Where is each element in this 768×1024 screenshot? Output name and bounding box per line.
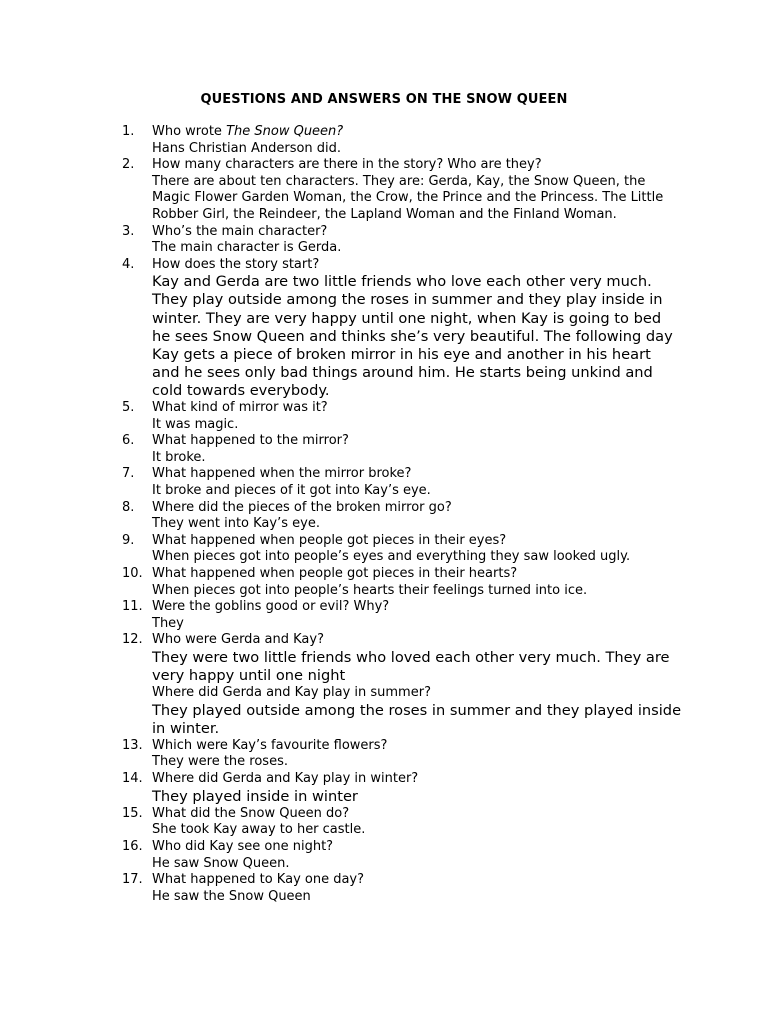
item-number: 13. (122, 737, 143, 753)
question-text: What happened to Kay one day? (152, 872, 365, 888)
item-number: 1. (122, 124, 135, 139)
question-text: What kind of mirror was it? (152, 400, 328, 415)
qa-item-10 (122, 566, 682, 599)
qa-item-13 (122, 738, 682, 771)
question-text: What happened when the mirror broke? (152, 466, 412, 482)
qa-item-1 (122, 124, 682, 157)
item-number: 14. (122, 771, 143, 787)
answer-text: He saw the Snow Queen (152, 888, 311, 904)
answer-text: They were the roses. (152, 754, 288, 770)
item-number: 9. (122, 532, 135, 548)
question-text: Were the goblins good or evil? Why? (152, 599, 390, 615)
question-prefix: Who wrote (152, 124, 227, 139)
question-text: What happened when people got pieces in their eyes? (152, 532, 507, 548)
qa-list (122, 124, 682, 905)
answer-text: Hans Christian Anderson did. (152, 140, 342, 156)
item-number: 5. (122, 400, 135, 415)
question-text: Which were Kay’s favourite flowers? (152, 737, 388, 753)
qa-item-5 (122, 400, 682, 433)
qa-item-14 (122, 771, 682, 806)
answer-text: She took Kay away to her castle. (152, 822, 366, 838)
item-number: 15. (122, 805, 143, 821)
answer-text: Kay and Gerda are two little friends who love each other very much. They play outside among the roses in summer and they play inside in winter. They are very happy until one night, when Kay is going to bed he sees Snow Queen and thinks she’s very beautiful. The following day Kay gets a piece of broken mirror in his eye and another in his heart and he sees only bad things around him. He starts being unkind and cold towards everybody. (152, 273, 673, 399)
question-text: How many characters are there in the story? Who are they? (152, 157, 542, 173)
answer-text: They played outside among the roses in summer and they played inside in winter. (152, 701, 682, 737)
qa-item-9 (122, 533, 682, 566)
item-number: 10. (122, 565, 143, 581)
item-number: 4. (122, 256, 135, 272)
item-number: 2. (122, 157, 135, 173)
question-text: Who were Gerda and Kay? (152, 632, 324, 648)
qa-item-11 (122, 599, 682, 632)
answer-text: It broke and pieces of it got into Kay’s eye. (152, 482, 431, 498)
answer-text: They were two little friends who loved each other very much. They are very happy until one night (152, 648, 670, 684)
document-title: QUESTIONS AND ANSWERS ON THE SNOW QUEEN (200, 92, 568, 107)
item-number: 7. (122, 466, 135, 482)
qa-item-7 (122, 466, 682, 499)
question-text: Who did Kay see one night? (152, 838, 334, 854)
answer-text: When pieces got into people’s hearts their feelings turned into ice. (152, 582, 588, 598)
answer-text: There are about ten characters. They are: Gerda, Kay, the Snow Queen, the Magic Flower Garden Woman, the Crow, the Prince and the Princess. The Little Robber Girl, the Reindeer, the Lapland Woman and the Finland Woman. (152, 173, 664, 222)
qa-item-6 (122, 433, 682, 466)
answer-text: He saw Snow Queen. (152, 855, 290, 871)
answer-text: They went into Kay’s eye. (152, 516, 320, 532)
answer-text: They (152, 615, 184, 631)
qa-item-12 (122, 632, 682, 738)
question-text: How does the story start? (152, 256, 320, 272)
item-number: 8. (122, 499, 135, 515)
item-number: 6. (122, 433, 135, 449)
question-text: Who’s the main character? (152, 223, 328, 239)
question-text (152, 124, 682, 141)
question-text: What happened to the mirror? (152, 433, 349, 449)
answer-text: They played inside in winter (152, 787, 358, 805)
qa-item-8 (122, 500, 682, 533)
item-number: 11. (122, 599, 143, 615)
qa-item-3 (122, 224, 682, 257)
question-text: What happened when people got pieces in their hearts? (152, 565, 518, 581)
qa-item-17 (122, 872, 682, 905)
qa-item-16 (122, 839, 682, 872)
answer-text: It broke. (152, 449, 206, 465)
qa-item-2 (122, 157, 682, 223)
book-title: The Snow Queen? (226, 124, 344, 139)
item-number: 3. (122, 223, 135, 239)
question-text: Where did the pieces of the broken mirror go? (152, 499, 452, 515)
qa-item-4 (122, 257, 682, 400)
answer-text: The main character is Gerda. (152, 240, 342, 256)
question-text: Where did Gerda and Kay play in winter? (152, 771, 419, 787)
item-number: 12. (122, 632, 143, 648)
answer-text: When pieces got into people’s eyes and everything they saw looked ugly. (152, 549, 631, 565)
item-number: 17. (122, 872, 143, 888)
answer-text: It was magic. (152, 416, 239, 432)
qa-item-15 (122, 806, 682, 839)
question-text: What did the Snow Queen do? (152, 805, 350, 821)
item-number: 16. (122, 838, 143, 854)
answer-text: Where did Gerda and Kay play in summer? (152, 685, 431, 701)
